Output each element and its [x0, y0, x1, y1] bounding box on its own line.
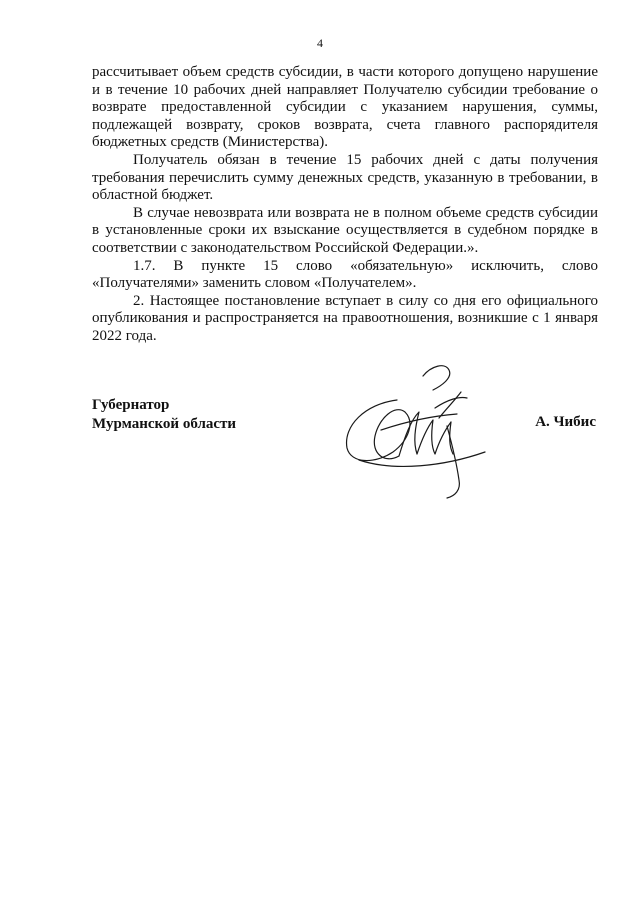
- signature-block: [92, 396, 598, 506]
- paragraph-item-1-7: 1.7. В пункте 15 слово «обязательную» исключить, слово «Получателями» заменить словом «Получателем».: [92, 257, 598, 292]
- paragraph-continuation: рассчитывает объем средств субсидии, в части которого допущено нарушение и в течение 10 рабочих дней направляет Получателю субсидии требование о возврате предоставленной субсидии с указанием нарушения, суммы, подлежащей возврату, сроков возврата, счета главного распорядителя бюджетных средств (Министерства).: [92, 64, 598, 151]
- page-number: 4: [317, 36, 323, 50]
- paragraph-item-2: 2. Настоящее постановление вступает в силу со дня его официального опубликования и распространяется на правоотношения, возникшие с 1 января 2022 года.: [92, 292, 598, 344]
- document-body: [92, 64, 598, 346]
- paragraph-non-return: В случае невозврата или возврата не в полном объеме средств субсидии в установленные сроки их взыскание осуществляется в судебном порядке в соответствии с законодательством Российской Федерации.».: [92, 204, 598, 256]
- signer-title-line1: Губернатор: [92, 397, 170, 413]
- signer-name: А. Чибис: [535, 414, 596, 430]
- signer-title-line2: Мурманской области: [92, 416, 237, 432]
- handwritten-signature: [335, 356, 505, 501]
- signer-title: [92, 396, 236, 434]
- paragraph-recipient-obligation: Получатель обязан в течение 15 рабочих дней с даты получения требования перечислить сумму денежных средств, указанную в требовании, в областной бюджет.: [92, 151, 598, 204]
